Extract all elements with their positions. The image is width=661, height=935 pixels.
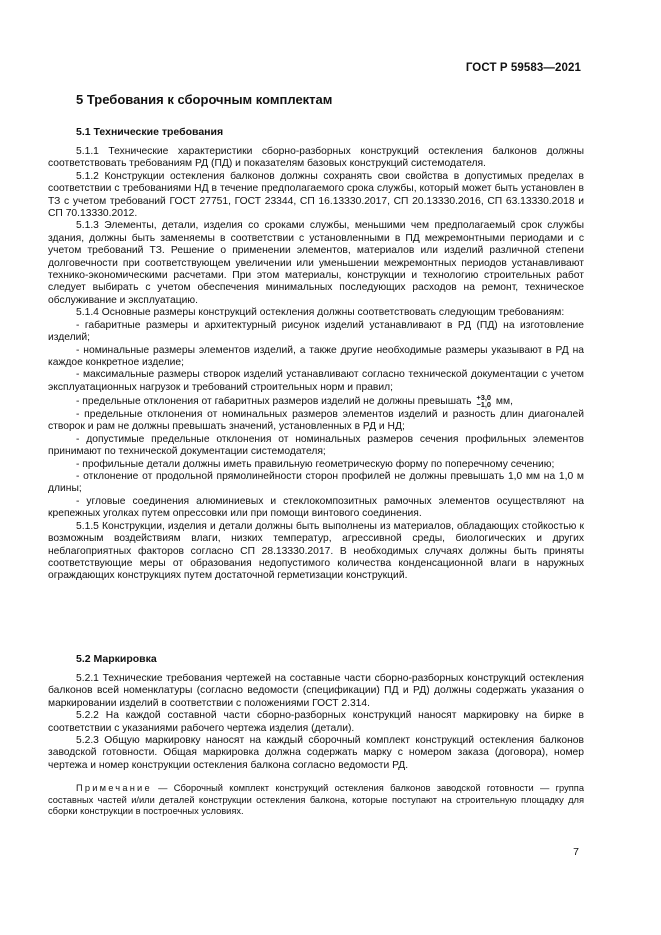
- note-block: [48, 783, 584, 818]
- subsection-title-5-1: 5.1 Технические требования: [76, 126, 224, 138]
- paragraph-5-2-3: 5.2.3 Общую маркировку наносят на каждый сборочный комплект конструкций остекления балконов заводской готовности. Общая маркировка должна содержать марку с номером заказа (договора), номер чертежа и номер конструкции остекления балкона согласно ведомости РД.: [48, 735, 584, 771]
- bullet-section-tolerance: - допустимые предельные отклонения от номинальных размеров сечения профильных элементов принимают по технической документации системодателя;: [48, 433, 584, 458]
- bullet-overall-tolerance: [48, 394, 584, 409]
- paragraph-5-1-1: 5.1.1 Технические характеристики сборно-разборных конструкций остекления балконов должны соответствовать требованиям РД (ПД) и показателям базовых конструкций системодателя.: [48, 146, 584, 170]
- note-paragraph: [48, 783, 584, 818]
- bullet-max-sash-dimensions: - максимальные размеры створок изделий устанавливают согласно технической документации с учетом эксплуатационных нагрузок и требований строительных норм и правил;: [48, 369, 584, 393]
- note-dash: —: [158, 783, 168, 793]
- tolerance-value: [476, 394, 491, 408]
- note-text: Сборочный комплект конструкций остекления балконов заводской готовности — группа составных частей и/или деталей конструкции остекления балкона, которые поступают на строительную площадку для сборки конструкции в построечных условиях.: [48, 783, 585, 817]
- paragraph-5-1-5: 5.1.5 Конструкции, изделия и детали должны быть выполнены из материалов, обладающих стойкостью к возможным воздействиям влаги, низких температур, агрессивной среды, биологических и других неблагоприятных факторов согласно СП 28.13330.2017. В необходимых случаях должны быть приняты соответствующие меры от образования недопустимого количества конденсационной влаги в наружных ограждающих конструкциях путем достаточной герметизации конструкций.: [48, 520, 584, 582]
- bullet-straightness: - отклонение от продольной прямолинейности сторон профилей не должны превышать 1,0 мм на 1,0 м длины;: [48, 471, 584, 495]
- section-title: 5 Требования к сборочным комплектам: [76, 92, 333, 107]
- bullet-element-tolerance: - предельные отклонения от номинальных размеров элементов изделий и разность длин диагоналей створок и рам не должны превышать значений, установленных в РД и НД;: [48, 409, 584, 433]
- paragraph-5-1-2: 5.1.2 Конструкции остекления балконов должны сохранять свои свойства в допустимых пределах в соответствии с требованиями НД в течение предполагаемого срока службы, который может быть установлен в ТЗ с учетом требований ГОСТ 27751, ГОСТ 23344, СП 16.13330.2017, СП 20.13330.2016, СП 63.13330.2018 и СП 70.13330.2012.: [48, 170, 584, 220]
- tolerance-plus: +3,0: [476, 393, 492, 403]
- paragraph-5-1-4: 5.1.4 Основные размеры конструкций остекления должны соответствовать следующим требованиям:: [76, 307, 565, 319]
- tolerance-text-before: - предельные отклонения от габаритных размеров изделий не должны превышать: [76, 396, 472, 408]
- subsection-title-5-2: 5.2 Маркировка: [76, 653, 157, 665]
- paragraph-5-2-2: 5.2.2 На каждой составной части сборно-разборных конструкций наносят маркировку на бирке в соответствии с указаниями рабочего чертежа изделия (детали).: [48, 710, 584, 734]
- section-5-2-body: [48, 673, 584, 772]
- paragraph-5-1-3: 5.1.3 Элементы, детали, изделия со сроками службы, меньшими чем предполагаемый срок службы здания, должны быть заменяемы в соответствии с установленными в ПД межремонтными периодами и с учетом требований ТЗ. Решение о применении элементов, материалов или изделий различной степени долговечности при соответствующем увеличении или уменьшении межремонтных периодов устанавливают технико-экономическими расчетами. При этом материалы, конструкции и технологию строительных работ следует выбирать с учетом обеспечения минимальных последующих расходов на ремонт, техническое обслуживание и эксплуатацию.: [48, 220, 584, 306]
- tolerance-minus: −1,0: [476, 400, 492, 410]
- paragraph-5-2-1: 5.2.1 Технические требования чертежей на составные части сборно-разборных конструкций остекления балконов всей номенклатуры (согласно ведомости (спецификации) ПД и РД) должны содержать указания о маркировании изделий в соответствии с положениями ГОСТ 2.314.: [48, 673, 584, 709]
- standard-header: ГОСТ Р 59583—2021: [465, 62, 581, 74]
- bullet-corner-joints: - угловые соединения алюминиевых и стеклокомпозитных рамочных элементов осуществляют на крепежных уголках путем опрессовки или при помощи винтового соединения.: [48, 495, 584, 520]
- bullet-nominal-dimensions: - номинальные размеры элементов изделий, а также другие необходимые размеры указывают в РД на каждое конкретное изделие;: [48, 344, 584, 368]
- note-label: Примечание: [76, 783, 152, 793]
- bullet-overall-dimensions: - габаритные размеры и архитектурный рисунок изделий устанавливают в РД (ПД) на изготовление изделий;: [48, 319, 584, 344]
- bullet-profile-geometry: - профильные детали должны иметь правильную геометрическую форму по поперечному сечению;: [76, 458, 555, 470]
- page-number: 7: [573, 846, 579, 858]
- tolerance-text-after: мм,: [495, 396, 513, 408]
- section-5-1-body: [48, 146, 584, 583]
